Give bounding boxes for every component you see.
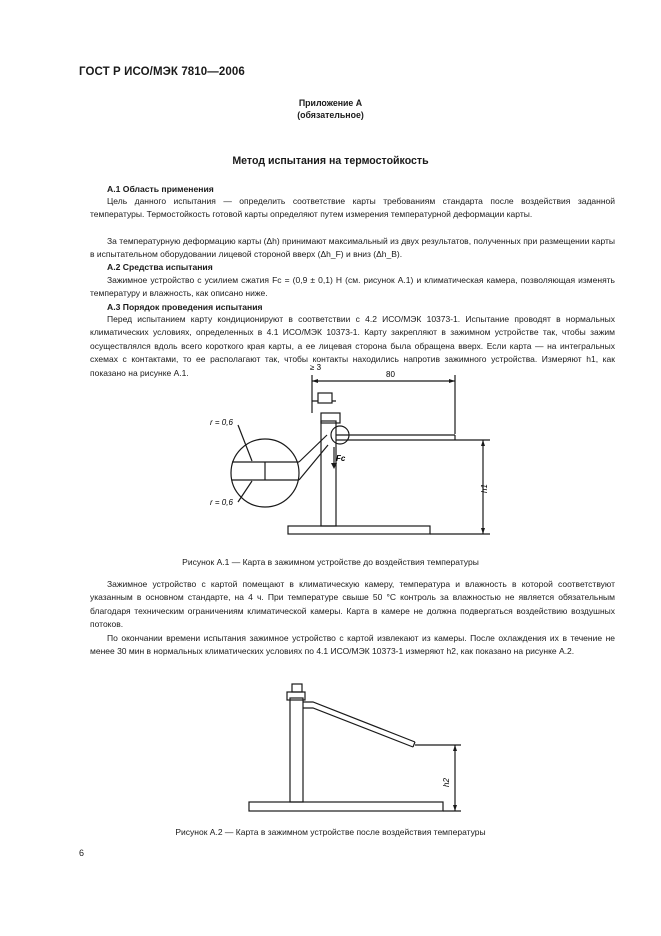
- method-title: Метод испытания на термостойкость: [232, 155, 429, 167]
- a3-p3-text: По окончании времени испытания зажимное устройство с картой извлекают из камеры. После охлаждения их в течение не менее 30 мин в нормальных климатических условиях по 4.1 ИСО/МЭК 10373-1 измеряют h2, как показано на рисунке А.2.: [90, 633, 615, 657]
- fig1-label-force: Fc: [336, 454, 346, 463]
- fig1-label-r-bottom: r = 0,6: [210, 498, 233, 507]
- page-number: 6: [79, 848, 85, 858]
- section-a3-paragraph-2: [90, 578, 615, 632]
- figure-1-drawing: [200, 355, 510, 545]
- figure-2-drawing: [235, 672, 475, 822]
- fig1-post: [321, 421, 336, 526]
- fig1-label-length: 80: [386, 370, 395, 379]
- section-a1-heading: А.1 Область применения: [107, 184, 214, 194]
- annex-title: Приложение А: [298, 98, 363, 108]
- fig1-base: [288, 526, 430, 534]
- a2-p1-text: Зажимное устройство с усилием сжатия Fc = (0,9 ± 0,1) Н (см. рисунок А.1) и климатическая камера, позволяющая изменять температуру и влажность, как описано ниже.: [90, 275, 615, 299]
- figure-1-caption: Рисунок А.1 — Карта в зажимном устройстве до воздействия температуры: [182, 557, 479, 567]
- section-a1-paragraph-2: [90, 235, 615, 262]
- a3-p2-text: Зажимное устройство с картой помещают в климатическую камеру, температура и влажность в которой соответствуют указанным в основном стандарте, на 4 ч. При температуре свыше 50 °С контроль за влажностью не является обязательным благодаря техническим ограничениям климатической камеры. Карта в камере не должна подвергаться воздействию воздушных потоков.: [90, 579, 615, 630]
- fig1-label-r-top: r = 0,6: [210, 418, 233, 427]
- fig1-label-height: h1: [480, 484, 489, 493]
- a1-p2-text: За температурную деформацию карты (Δh) принимают максимальный из двух результатов, полученных при размещении карты в испытательном оборудовании лицевой стороной вверх (Δh_F) и вниз (Δh_B).: [90, 236, 615, 260]
- fig1-label-gap: ≥ 3: [310, 363, 322, 372]
- a1-p1-text: Цель данного испытания — определить соответствие карты требованиям стандарта после воздействия заданной температуры. Термостойкость готовой карты определяют путем измерения температурной деформации карты.: [90, 196, 615, 220]
- section-a2-paragraph-1: [90, 274, 615, 301]
- fig2-base: [249, 802, 443, 811]
- fig2-label-height: h2: [442, 778, 451, 787]
- fig2-post: [290, 698, 303, 802]
- section-a3-heading: А.3 Порядок проведения испытания: [107, 302, 263, 312]
- section-a1-paragraph-1: [90, 195, 615, 222]
- section-a2-heading: А.2 Средства испытания: [107, 262, 213, 272]
- a3-p1-text: Перед испытанием карту кондиционируют в соответствии с 4.2 ИСО/МЭК 10373-1. Испытание проводят в нормальных климатических условиях, определенных в 4.1 ИСО/МЭК 10373-1. Карту закрепляют в зажимном устройстве так, чтобы зажим осуществлялся вдоль всего короткого края карты, а ее лицевая сторона была обращена вверх. Если карта — на интегральных схемах с контактами, то ее располагают так, чтобы контакты находились напротив зажимного устройства. Измеряют h1, как показано на рисунке А.1.: [90, 314, 615, 378]
- figure-2-caption: Рисунок А.2 — Карта в зажимном устройстве после воздействия температуры: [175, 827, 486, 837]
- annex-status: (обязательное): [297, 110, 364, 120]
- section-a3-paragraph-3: [90, 632, 615, 659]
- standard-header: ГОСТ Р ИСО/МЭК 7810—2006: [79, 66, 245, 78]
